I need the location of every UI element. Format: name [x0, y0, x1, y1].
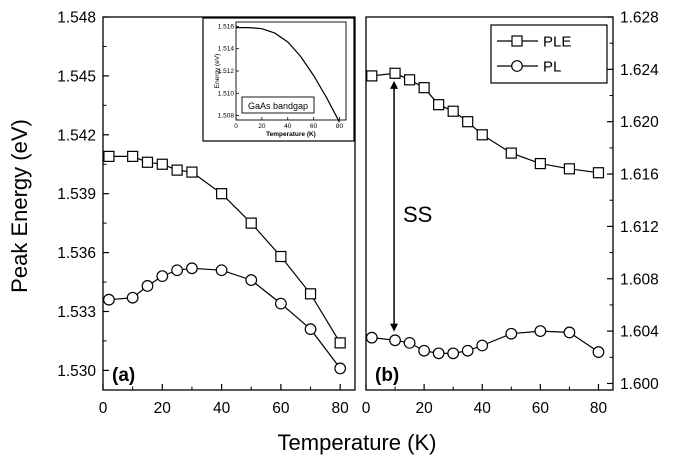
inset-x-tick-label: 20 — [258, 123, 266, 130]
inset-x-tick-label: 0 — [234, 123, 238, 130]
data-point-ple — [477, 130, 487, 140]
y-tick-label: 1.608 — [620, 271, 659, 289]
data-point-pl — [142, 281, 153, 292]
data-point-pl — [448, 348, 459, 359]
inset-x-tick-label: 60 — [310, 123, 318, 130]
y-tick-label: 1.545 — [57, 68, 96, 86]
x-tick-label: 0 — [361, 400, 371, 417]
inset-x-tick-label: 40 — [284, 123, 292, 130]
data-point-pl — [506, 328, 517, 339]
data-point-pl — [305, 324, 316, 335]
legend — [491, 25, 607, 83]
inset-x-axis-title: Temperature (K) — [266, 131, 316, 138]
data-point-ple — [187, 167, 197, 177]
data-point-ple — [217, 189, 227, 199]
inset-y-tick-label: 1.514 — [217, 45, 234, 53]
data-point-ple — [463, 117, 473, 127]
data-point-ple — [246, 218, 256, 228]
x-tick-label: 60 — [272, 400, 290, 417]
data-point-pl — [419, 345, 430, 356]
data-point-pl — [172, 265, 183, 276]
ss-arrow-head-down — [390, 324, 398, 332]
data-point-pl — [564, 327, 575, 338]
inset-y-tick-label: 1.512 — [217, 68, 234, 75]
legend-label-ple: PLE — [543, 33, 572, 51]
legend-label-pl: PL — [543, 58, 562, 76]
data-point-ple — [593, 168, 603, 178]
ss-arrow-head-up — [390, 81, 398, 89]
inset-y-tick-label: 1.510 — [217, 90, 234, 98]
x-tick-label: 20 — [415, 400, 433, 417]
y-tick-label: 1.628 — [620, 9, 659, 27]
data-point-ple — [535, 159, 545, 169]
y-tick-label: 1.600 — [620, 375, 659, 393]
data-point-pl — [593, 347, 604, 358]
data-point-pl — [462, 345, 473, 356]
x-tick-label: 80 — [331, 400, 349, 417]
data-point-ple — [419, 83, 429, 93]
data-point-pl — [216, 265, 227, 276]
data-point-pl — [104, 294, 115, 305]
data-point-pl — [127, 292, 138, 303]
y-axis-title-left: Peak Energy (eV) — [7, 119, 32, 293]
data-point-pl — [433, 348, 444, 359]
data-point-pl — [367, 332, 378, 343]
y-tick-label: 1.624 — [620, 61, 659, 79]
data-point-ple — [506, 148, 516, 158]
y-tick-label: 1.620 — [620, 114, 659, 132]
x-tick-label: 0 — [98, 400, 108, 417]
data-point-pl — [404, 338, 415, 349]
data-point-ple — [172, 165, 182, 175]
inset-y-axis-title: Energy (eV) — [214, 53, 221, 89]
data-point-pl — [390, 335, 401, 346]
data-point-ple — [335, 338, 345, 348]
data-point-pl — [187, 263, 198, 274]
data-point-ple — [564, 164, 574, 174]
y-tick-label: 1.542 — [57, 127, 96, 145]
y-tick-label: 1.536 — [57, 245, 96, 263]
series-line-ple — [109, 156, 340, 343]
data-point-pl — [535, 326, 546, 337]
inset-frame — [203, 18, 354, 141]
data-point-ple — [448, 106, 458, 116]
data-point-ple — [276, 252, 286, 262]
y-tick-label: 1.533 — [57, 303, 96, 321]
data-point-ple — [128, 151, 138, 161]
panel-a — [57, 10, 355, 418]
x-tick-label: 40 — [212, 400, 231, 417]
panel-label: (b) — [375, 365, 400, 386]
data-point-ple — [142, 157, 152, 167]
data-point-ple — [367, 71, 377, 81]
panel-label: (a) — [112, 365, 136, 386]
x-tick-label: 40 — [473, 400, 491, 417]
y-tick-label: 1.612 — [620, 218, 659, 236]
y-tick-label: 1.548 — [57, 9, 96, 27]
data-point-pl — [157, 271, 168, 282]
inset-y-tick-label: 1.516 — [217, 23, 234, 31]
data-point-ple — [390, 68, 400, 78]
data-point-ple — [434, 100, 444, 110]
x-axis-title: Temperature (K) — [277, 430, 437, 455]
legend-marker-pl — [512, 61, 523, 72]
data-point-pl — [246, 275, 257, 286]
inset-y-tick-label: 1.508 — [217, 112, 234, 120]
legend-marker-ple — [512, 36, 522, 46]
data-point-ple — [104, 151, 114, 161]
y-tick-label: 1.604 — [620, 323, 659, 341]
x-tick-label: 60 — [531, 400, 549, 417]
inset-x-tick-label: 80 — [335, 123, 344, 130]
data-point-pl — [477, 340, 488, 351]
data-point-pl — [276, 298, 287, 309]
inset-title: GaAs bandgap — [247, 101, 309, 111]
data-point-ple — [306, 289, 316, 299]
data-point-ple — [405, 75, 415, 85]
x-tick-label: 80 — [589, 400, 608, 417]
x-tick-label: 20 — [153, 400, 171, 417]
y-tick-label: 1.616 — [620, 166, 659, 184]
series-line-ple — [372, 73, 599, 172]
panel-b — [362, 10, 659, 418]
data-point-ple — [157, 159, 167, 169]
data-point-pl — [335, 363, 346, 374]
y-tick-label: 1.539 — [57, 186, 96, 204]
ss-label: SS — [403, 202, 433, 227]
y-tick-label: 1.530 — [57, 362, 96, 380]
